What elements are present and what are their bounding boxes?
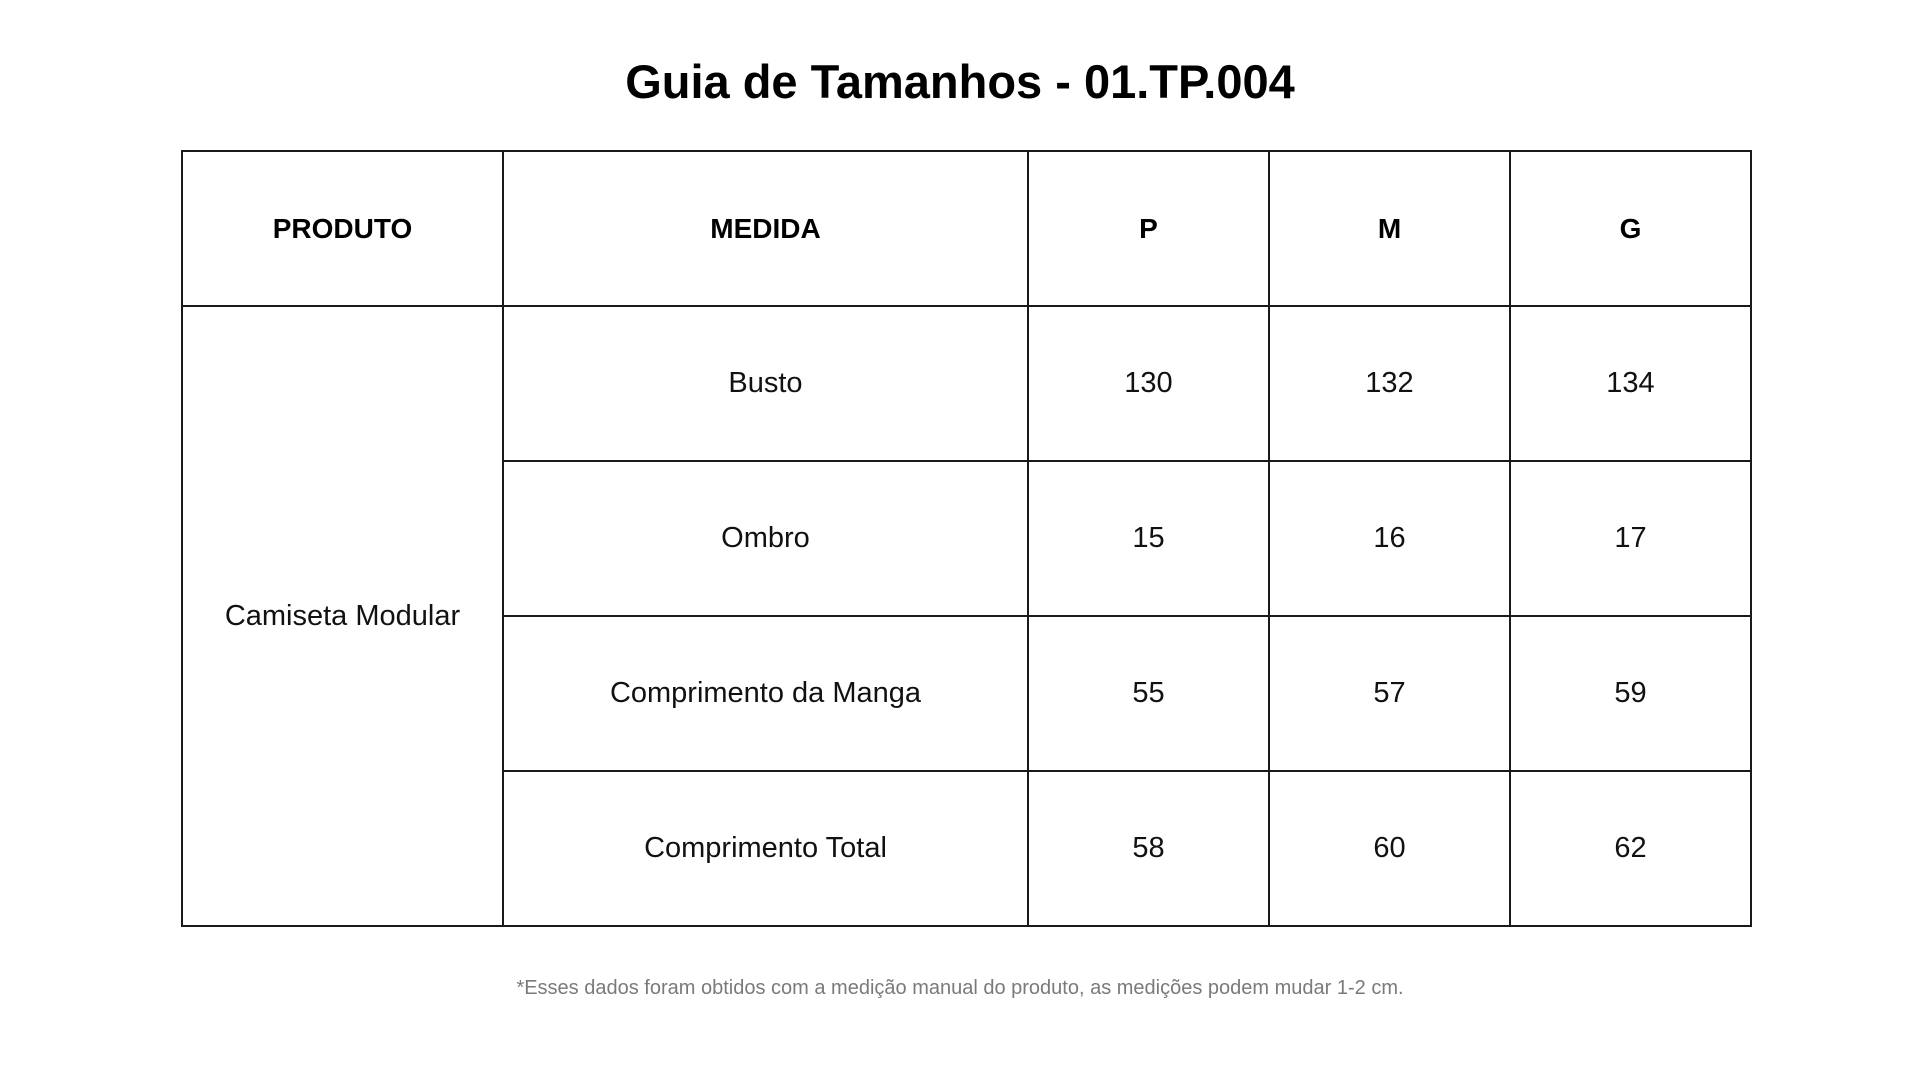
header-size-p: P <box>1028 151 1269 306</box>
value-cell-m: 57 <box>1269 616 1510 771</box>
page-title: Guia de Tamanhos - 01.TP.004 <box>625 55 1295 108</box>
footnote: *Esses dados foram obtidos com a medição manual do produto, as medições podem mudar 1-2 cm. <box>516 977 1404 999</box>
table-row <box>182 306 1751 461</box>
value-cell-p: 15 <box>1028 461 1269 616</box>
header-measure: MEDIDA <box>503 151 1028 306</box>
measure-cell: Comprimento da Manga <box>503 616 1028 771</box>
value-cell-p: 130 <box>1028 306 1269 461</box>
value-cell-m: 60 <box>1269 771 1510 926</box>
size-table <box>181 150 1752 927</box>
product-name-cell: Camiseta Modular <box>182 306 503 926</box>
measure-cell: Busto <box>503 306 1028 461</box>
value-cell-p: 55 <box>1028 616 1269 771</box>
table-header-row <box>182 151 1751 306</box>
value-cell-g: 62 <box>1510 771 1751 926</box>
measure-cell: Ombro <box>503 461 1028 616</box>
value-cell-m: 132 <box>1269 306 1510 461</box>
value-cell-g: 134 <box>1510 306 1751 461</box>
value-cell-g: 17 <box>1510 461 1751 616</box>
header-size-g: G <box>1510 151 1751 306</box>
header-product: PRODUTO <box>182 151 503 306</box>
value-cell-m: 16 <box>1269 461 1510 616</box>
value-cell-p: 58 <box>1028 771 1269 926</box>
measure-cell: Comprimento Total <box>503 771 1028 926</box>
value-cell-g: 59 <box>1510 616 1751 771</box>
header-size-m: M <box>1269 151 1510 306</box>
